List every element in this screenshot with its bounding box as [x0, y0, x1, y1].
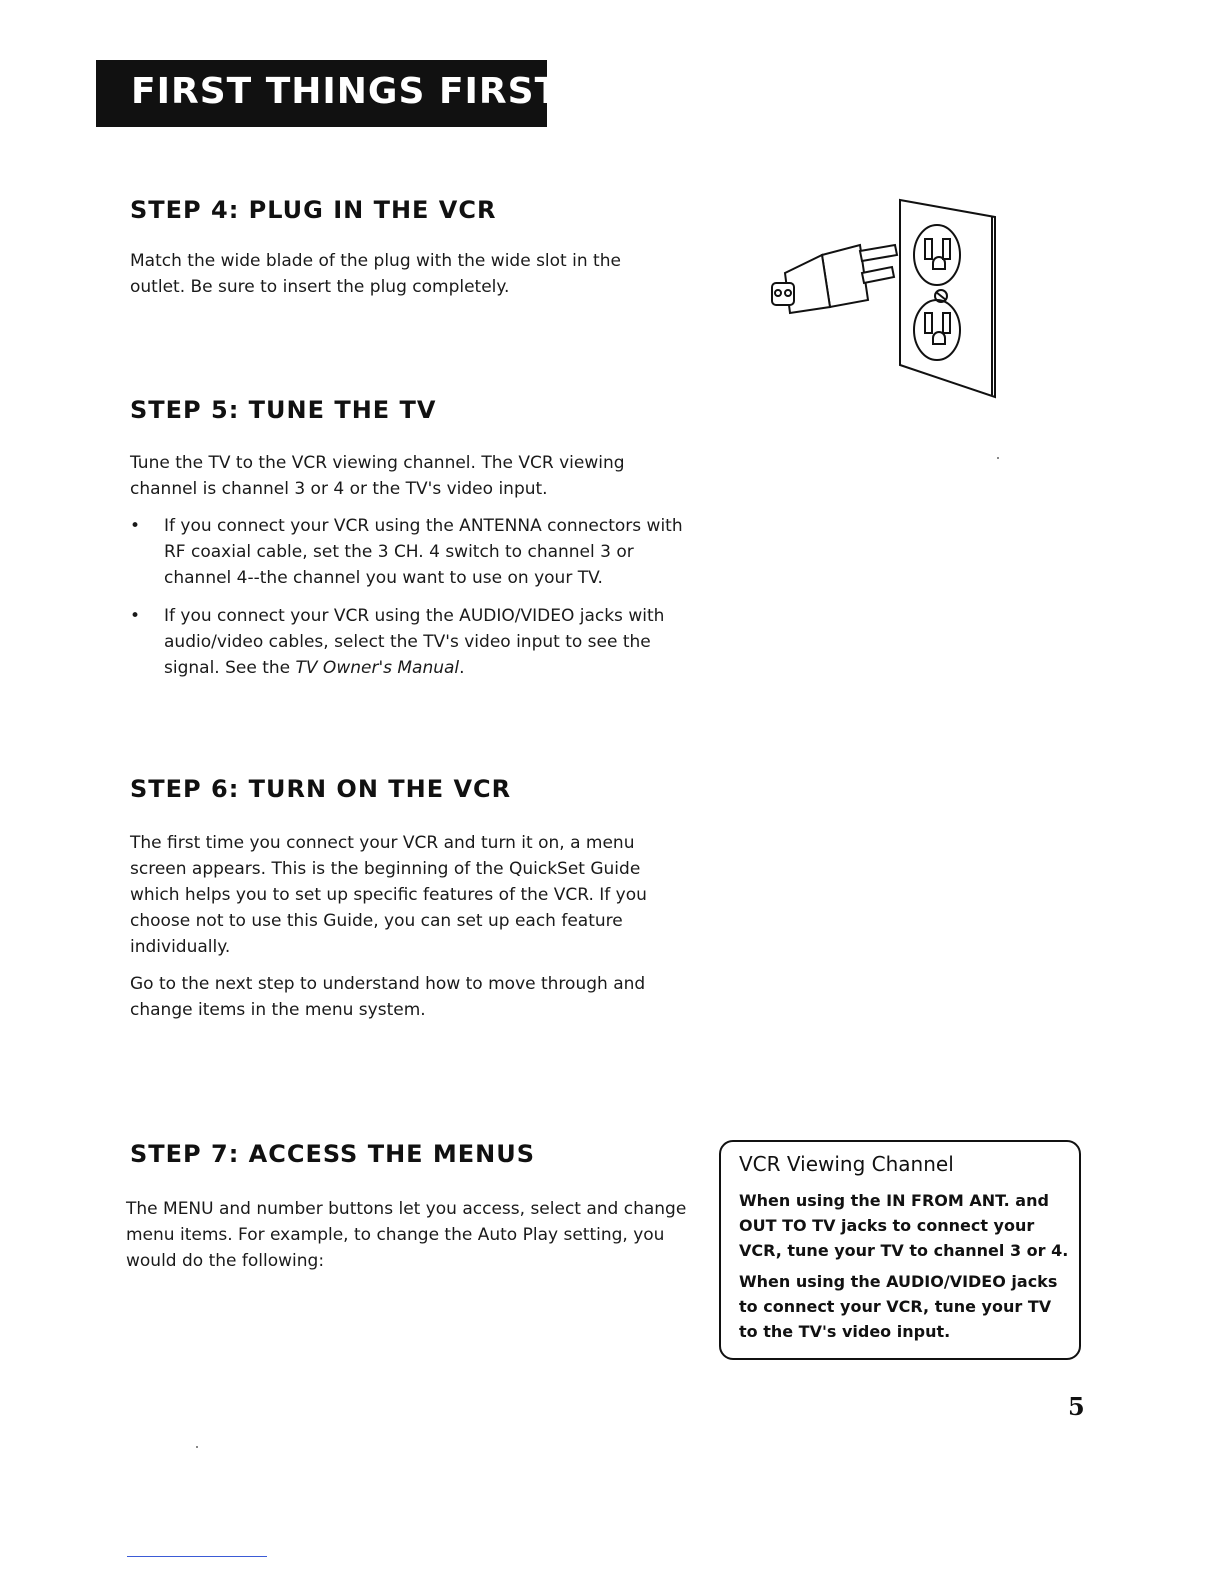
- bullet-text: If you connect your VCR using the ANTENNA connectors with RF coaxial cable, set the 3 CH. 4 switch to channel 3 or channel 4--the channel you want to use on your TV.: [164, 516, 683, 588]
- bullet-dot: •: [130, 606, 141, 626]
- note-paragraph-antenna: When using the IN FROM ANT. and OUT TO TV jacks to connect your VCR, tune your TV to channel 3 or 4.: [739, 1191, 1069, 1260]
- step-5-text: Tune the TV to the VCR viewing channel. The VCR viewing channel is channel 3 or 4 or the TV's video input.: [130, 453, 625, 499]
- plug-outlet-illustration: [760, 195, 1000, 405]
- bullet-text: [164, 603, 700, 681]
- footer-rule: [127, 1556, 267, 1557]
- step-5-bullet-antenna: [130, 513, 700, 591]
- step-4-text: Match the wide blade of the plug with the wide slot in the outlet. Be sure to insert the plug completely.: [130, 251, 621, 297]
- vcr-viewing-channel-note: [719, 1140, 1081, 1360]
- step-7-text: The MENU and number buttons let you access, select and change menu items. For example, to change the Auto Play setting, you would do the following:: [126, 1199, 687, 1271]
- manual-reference: TV Owner's Manual: [295, 658, 460, 678]
- bullet-text-end: .: [459, 658, 465, 678]
- step-5-bullet-audio-video: [130, 603, 700, 681]
- step-6-heading: STEP 6: TURN ON THE VCR: [130, 775, 512, 803]
- plug-icon: [772, 245, 897, 313]
- wall-outlet-icon: [900, 200, 995, 397]
- note-paragraph-audio-video: When using the AUDIO/VIDEO jacks to connect your VCR, tune your TV to the TV's video input.: [739, 1272, 1058, 1341]
- page-number: 5: [1068, 1392, 1085, 1421]
- section-title: FIRST THINGS FIRST: [131, 71, 561, 112]
- scan-speck: [196, 1446, 198, 1448]
- step-7-heading: STEP 7: ACCESS THE MENUS: [130, 1140, 536, 1168]
- note-title: VCR Viewing Channel: [739, 1152, 954, 1176]
- step-5-heading: STEP 5: TUNE THE TV: [130, 396, 437, 424]
- scan-speck: [997, 457, 999, 459]
- bullet-text-main: If you connect your VCR using the AUDIO/VIDEO jacks with audio/video cables, select the TV's video input to see the signal. See the: [164, 606, 665, 678]
- step-6-paragraph-1: The first time you connect your VCR and turn it on, a menu screen appears. This is the beginning of the QuickSet Guide which helps you to set up specific features of the VCR. If you choose not to use this Guide, you can set up each feature individually.: [130, 833, 647, 957]
- step-4-heading: STEP 4: PLUG IN THE VCR: [130, 196, 497, 224]
- bullet-dot: •: [130, 516, 141, 536]
- step-6-paragraph-2: Go to the next step to understand how to move through and change items in the menu system.: [130, 974, 646, 1020]
